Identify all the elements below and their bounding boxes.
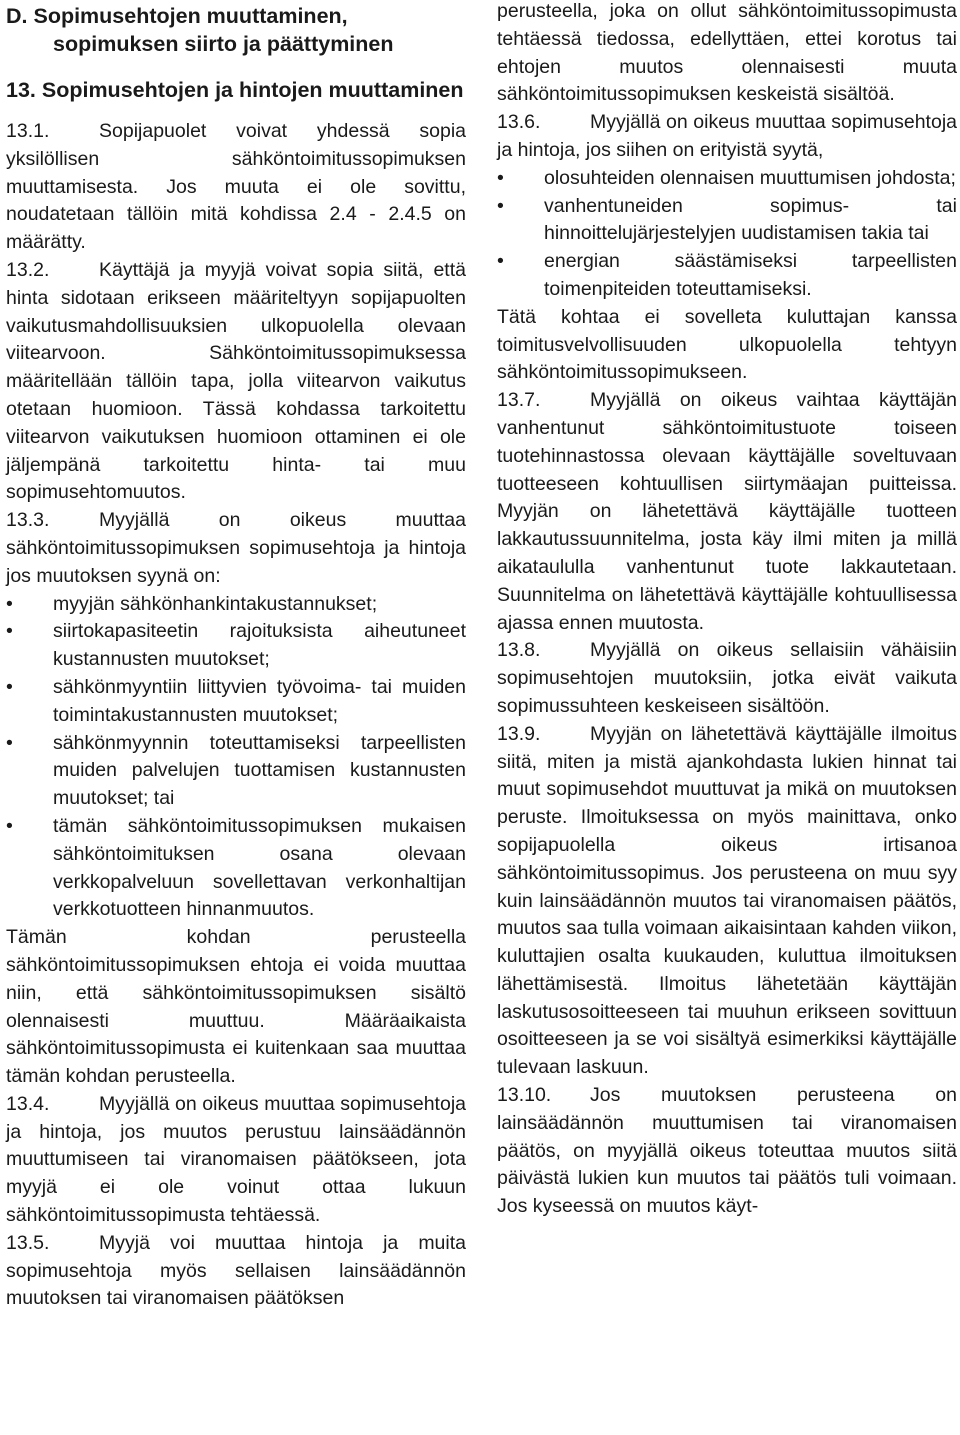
- clause-number: 13.9.: [497, 722, 541, 745]
- list-item: • energian säästämiseksi tarpeellisten toimenpiteiden toteuttamiseksi.: [497, 248, 957, 304]
- list-item: • siirtokapasiteetin rajoituksista aiheutuneet kustannusten muutokset;: [6, 618, 466, 674]
- clause-13-9: [497, 721, 957, 1082]
- clause-number: 13.10.: [497, 1084, 552, 1107]
- clause-text: Myyjällä on oikeus muuttaa sopimusehtoja ja hintoja, jos muutos perustuu lainsäädännön muuttumiseen tai viranomaisen päätökseen, jota myyjä ei ole voinut ottaa lukuun sähköntoimitussopimusta tehtäessä.: [6, 1092, 466, 1227]
- clause-text: Myyjällä on oikeus sellaisiin vähäisiin sopimusehtojen muutoksiin, jotka eivät vaikuta sopimussuhteen keskeiseen sisältöön.: [497, 639, 957, 717]
- list-item: • tämän sähköntoimitussopimuksen mukaisen sähköntoimituksen osana olevaan verkkopalveluun sovellettavan verkonhaltijan verkkotuotteen hinnanmuutos.: [6, 813, 466, 924]
- clause-text: Myyjä voi muuttaa hintoja ja muita sopimusehtoja myös sellaisen lainsäädännön muutoksen tai viranomaisen päätöksen: [6, 1231, 466, 1310]
- clause-text: Myyjän on lähetettävä käyttäjälle ilmoitus siitä, miten ja mistä ajankohdasta lukien hinnat tai muut sopimusehdot muuttuvat ja mikä on muutoksen peruste. Ilmoituksessa on myös mainittava, onko sopijapuolella oikeus irtisanoa sähköntoimitussopimus. Jos perusteena on muu syy kuin lainsäädännön muutos tai viranomaisen päätös, muutos saa tulla voimaan aikaisintaan kahden viikon, kuluttajien osalta kuukauden, kuluttua ilmoituksen lähettämisestä. Ilmoitus lähetetään käyttäjän laskutusosoitteeseen tai muuhun erikseen sovittuun osoitteeseen ja se voi sisältyä esimerkiksi käyttäjälle tulevaan laskuun.: [497, 722, 957, 1079]
- clause-13-4: [6, 1091, 466, 1230]
- clause-13-1: [6, 118, 466, 257]
- clause-13-8: [497, 637, 957, 720]
- clause-number: 13.2.: [6, 258, 50, 281]
- section-13-heading: 13. Sopimusehtojen ja hintojen muuttaminen: [6, 78, 464, 102]
- clause-text: Sopijapuolet voivat yhdessä sopia yksilöllisen sähköntoimitussopimuksen muuttamisesta. Jos muuta ei ole sovittu, noudatetaan tällöin mitä kohdissa 2.4 - 2.4.5 on määrätty.: [6, 120, 466, 254]
- clause-13-3-bullet-list: [6, 591, 466, 925]
- list-item: • sähkönmyyntiin liittyvien työvoima- tai muiden toimintakustannusten muutokset;: [6, 674, 466, 730]
- clause-13-6-bullet-list: [497, 165, 957, 304]
- clause-number: 13.7.: [497, 389, 541, 412]
- clause-13-2: [6, 257, 466, 507]
- clause-text: Myyjällä on oikeus vaihtaa käyttäjän vanhentunut sähköntoimitustuote toiseen tuotehinnastossa olevaan käyttäjälle soveltuvaan tuotteeseen kohtuullisen siirtymäajan puitteissa. Myyjän on lähetettävä käyttäjälle tuotteen lakkautussuunnitelma, josta käy ilmi miten ja millä aikataululla vanhentunut tuote lakkautetaan. Suunnitelma on lähetettävä käyttäjälle kohtuullisessa ajassa ennen muutosta.: [497, 389, 957, 634]
- clause-13-5-continued: perusteella, joka on ollut sähköntoimitussopimusta tehtäessä tiedossa, edellyttäen, ettei korotus tai ehtojen muutos olennaisesti muuta sähköntoimitussopimuksen keskeistä sisältöä.: [497, 0, 957, 106]
- clause-number: 13.3.: [6, 509, 50, 532]
- left-column: [6, 0, 466, 1313]
- list-item: • vanhentuneiden sopimus- tai hinnoittelujärjestelyjen uudistamisen takia tai: [497, 193, 957, 249]
- clause-text: Jos muutoksen perusteena on lainsäädännön muuttumisen tai viranomaisen päätös, on myyjällä oikeus toteuttaa muutos siitä päivästä lukien kun muutos tai päätös tuli voimaan. Jos kyseessä on muutos käyt-: [497, 1084, 957, 1218]
- clause-13-10: [497, 1082, 957, 1221]
- clause-number: 13.5.: [6, 1231, 50, 1254]
- clause-number: 13.4.: [6, 1092, 50, 1115]
- list-item: • sähkönmyynnin toteuttamiseksi tarpeellisten muiden palvelujen tuottamisen kustannusten muutokset; tai: [6, 730, 466, 813]
- clause-number: 13.6.: [497, 111, 541, 134]
- clause-13-5: [6, 1230, 466, 1313]
- right-column: [497, 0, 957, 1221]
- clause-text: Myyjällä on oikeus muuttaa sähköntoimitussopimuksen sopimusehtoja ja hintoja jos muutoksen syynä on:: [6, 509, 466, 587]
- clause-13-7: [497, 387, 957, 637]
- list-item: • myyjän sähkönhankintakustannukset;: [6, 591, 466, 619]
- list-item: • olosuhteiden olennaisen muuttumisen johdosta;: [497, 165, 957, 193]
- clause-13-3: [6, 507, 466, 590]
- clause-13-6-after: Tätä kohtaa ei sovelleta kuluttajan kanssa toimitusvelvollisuuden ulkopuolella tehtyyn sähköntoimitussopimukseen.: [497, 305, 957, 384]
- clause-13-6: [497, 109, 957, 165]
- clause-number: 13.1.: [6, 120, 50, 142]
- clause-number: 13.8.: [497, 639, 541, 662]
- clause-text: Käyttäjä ja myyjä voivat sopia siitä, että hinta sidotaan erikseen määriteltyyn sopijapuolten vaikutusmahdollisuuksien ulkopuolella olevaan viitearvoon. Sähköntoimitussopimuksessa määritellään tällöin tapa, jolla viitearvon vaikutus otetaan huomioon. Tässä kohdassa tarkoitettu viitearvon vaikutuksen huomioon ottaminen ei ole jäljempänä tarkoitettu hinta- tai muu sopimusehtomuutos.: [6, 258, 466, 504]
- section-d-heading: D. Sopimusehtojen muuttaminen, sopimuksen siirto ja päättyminen: [6, 4, 394, 56]
- clause-13-3-after: Tämän kohdan perusteella sähköntoimitussopimuksen ehtoja ei voida muuttaa niin, että sähköntoimitussopimuksen sisältö olennaisesti muuttuu. Määräaikaista sähköntoimitussopimusta ei kuitenkaan saa muuttaa tämän kohdan perusteella.: [6, 926, 466, 1088]
- clause-text: Myyjällä on oikeus muuttaa sopimusehtoja ja hintoja, jos siihen on erityistä syytä,: [497, 111, 957, 161]
